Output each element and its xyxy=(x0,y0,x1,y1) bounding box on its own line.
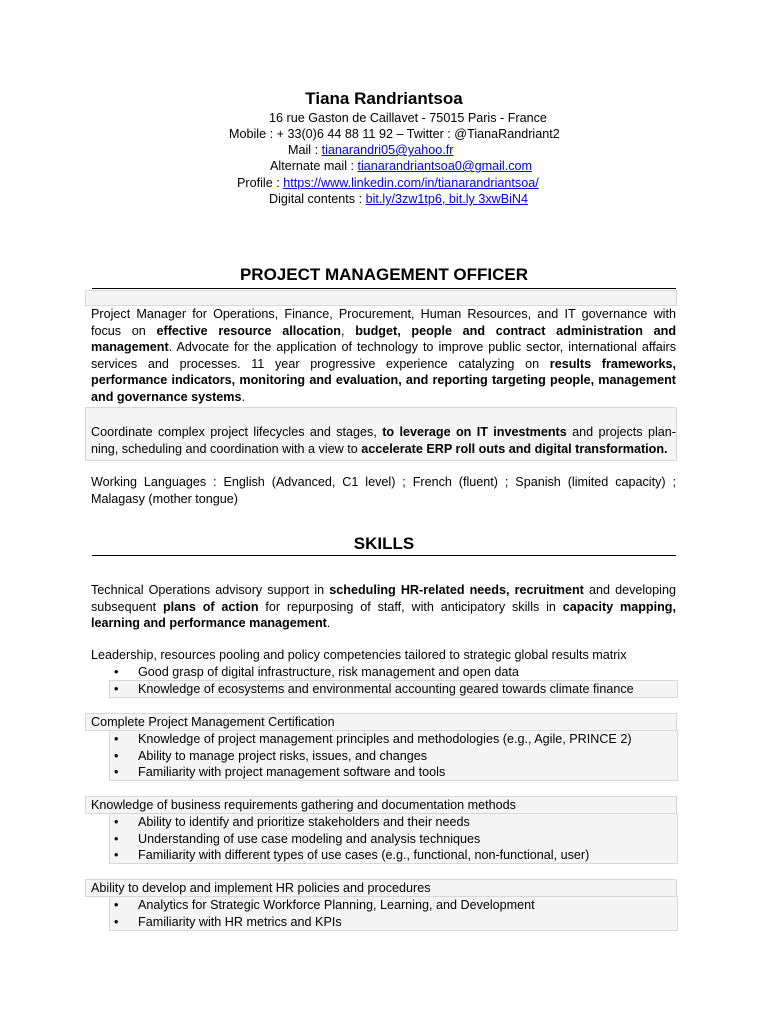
digital-label: Digital contents : xyxy=(269,192,366,206)
bullet-icon: • xyxy=(114,815,119,829)
text-run: . xyxy=(326,616,331,631)
list-item-text: Ability to identify and prioritize stakeholders and their needs xyxy=(138,815,470,829)
pmo-title-rule xyxy=(92,288,676,289)
list-item xyxy=(110,681,676,698)
bold-run: plans of action xyxy=(162,599,259,614)
text-run: . xyxy=(241,389,245,404)
digital-link-1[interactable]: bit.ly/3zw1tp6, xyxy=(365,192,446,206)
shaded-band xyxy=(85,290,677,306)
text-run: . Advocate for the application of technology to improve public sector, international affairs services and processes. 11 year progressive experience catalyzing on xyxy=(91,340,676,371)
list-item-text: Ability to manage project risks, issues, and changes xyxy=(138,748,428,763)
bold-run: scheduling HR-related needs, recruitment xyxy=(329,583,584,597)
bullet-icon: • xyxy=(114,831,119,846)
alternate-mail-line xyxy=(270,158,532,175)
resume-name: Tiana Randriantsoa xyxy=(305,89,463,108)
text-run: Technical Operations advisory support in xyxy=(91,583,330,597)
list-item-text: Analytics for Strategic Workforce Planning, Learning, and Development xyxy=(138,898,535,912)
list-item xyxy=(110,831,676,848)
bold-run: accelerate ERP roll outs and digital transformation. xyxy=(361,441,668,456)
bold-run: results frameworks, performance indicators, monitoring and evaluation, and reporting targeting people, management and governance systems xyxy=(91,356,677,404)
list-item-text: Familiarity with different types of use cases (e.g., functional, non-functional, user) xyxy=(138,848,590,863)
linkedin-link[interactable]: https://www.linkedin.com/in/tianarandriantsoa/ xyxy=(283,176,539,190)
skill-group-lead: Knowledge of business requirements gathering and documentation methods xyxy=(91,798,516,812)
list-item xyxy=(110,748,676,765)
pmo-section-title: PROJECT MANAGEMENT OFFICER xyxy=(239,265,529,284)
mail-label: Mail : xyxy=(288,143,322,157)
alt-mail-link[interactable]: tianarandriantsoa0@gmail.com xyxy=(357,159,532,173)
list-item-text: Knowledge of project management principles and methodologies (e.g., Agile, PRINCE 2) xyxy=(138,732,632,746)
skill-bullet-list xyxy=(110,814,676,864)
working-languages-paragraph: Working Languages : English (Advanced, C1 level) ; French (fluent) ; Spanish (limited capacity) ; Malagasy (mother tongue) xyxy=(91,475,676,506)
skills-intro-paragraph xyxy=(91,582,676,632)
list-item-text: Knowledge of ecosystems and environmental accounting geared towards climate finance xyxy=(138,681,634,696)
alt-mail-label: Alternate mail : xyxy=(270,159,358,173)
text-run: and developing subsequent xyxy=(91,583,676,614)
text-run: , xyxy=(341,323,356,338)
text-run: and projects plan-ning, scheduling and coordination with a view to xyxy=(91,425,676,456)
text-run: Project Manager for Operations, Finance, Procurement, Human Resources, and IT governance with focus on xyxy=(91,307,676,338)
list-item xyxy=(110,847,676,864)
skills-section-title: SKILLS xyxy=(353,534,415,553)
bullet-icon: • xyxy=(114,681,119,696)
bullet-icon: • xyxy=(114,748,119,763)
bullet-icon: • xyxy=(114,848,119,863)
profile-line xyxy=(237,175,539,192)
mobile-twitter-line: Mobile : + 33(0)6 44 88 11 92 – Twitter : @TianaRandriant2 xyxy=(229,127,560,141)
bold-run: effective resource allocation xyxy=(156,323,342,338)
digital-link-2[interactable]: bit.ly 3xwBiN4 xyxy=(445,192,529,206)
list-item xyxy=(110,764,676,781)
pmo-coordination-paragraph xyxy=(91,424,676,457)
list-item xyxy=(110,897,676,914)
mail-line xyxy=(288,142,453,159)
bold-run: capacity mapping, learning and performance management xyxy=(91,599,676,631)
list-item-text: Familiarity with project management software and tools xyxy=(138,765,446,780)
bullet-icon: • xyxy=(114,732,119,746)
skill-bullet-list xyxy=(110,897,676,930)
skill-group-lead: Ability to develop and implement HR policies and procedures xyxy=(91,881,431,895)
list-item xyxy=(110,664,676,681)
mail-link[interactable]: tianarandri05@yahoo.fr xyxy=(321,143,454,157)
profile-label: Profile : xyxy=(237,176,284,190)
digital-contents-line xyxy=(269,191,528,208)
skills-title-rule xyxy=(92,555,676,556)
pmo-summary-paragraph xyxy=(91,306,676,406)
bullet-icon: • xyxy=(114,765,119,780)
list-item xyxy=(110,731,676,748)
text-run: for repurposing of staff, with anticipatory skills in xyxy=(258,599,563,614)
list-item-text: Understanding of use case modeling and analysis techniques xyxy=(138,831,481,846)
skill-group-lead: Leadership, resources pooling and policy competencies tailored to strategic global results matrix xyxy=(91,648,627,662)
address-line: 16 rue Gaston de Caillavet - 75015 Paris - France xyxy=(269,111,547,125)
bullet-icon: • xyxy=(114,898,119,912)
list-item-text: Good grasp of digital infrastructure, risk management and open data xyxy=(138,665,519,679)
list-item xyxy=(110,814,676,831)
bullet-icon: • xyxy=(114,665,119,679)
text-run: Coordinate complex project lifecycles and stages, xyxy=(91,425,383,439)
skill-group-lead: Complete Project Management Certification xyxy=(91,715,335,729)
list-item xyxy=(110,914,676,931)
skill-bullet-list xyxy=(110,664,676,697)
skill-bullet-list xyxy=(110,731,676,781)
bold-run: to leverage on IT investments xyxy=(382,425,567,439)
list-item-text: Familiarity with HR metrics and KPIs xyxy=(138,914,342,929)
bullet-icon: • xyxy=(114,914,119,929)
bold-run: budget, people and contract administration and management xyxy=(91,323,677,355)
